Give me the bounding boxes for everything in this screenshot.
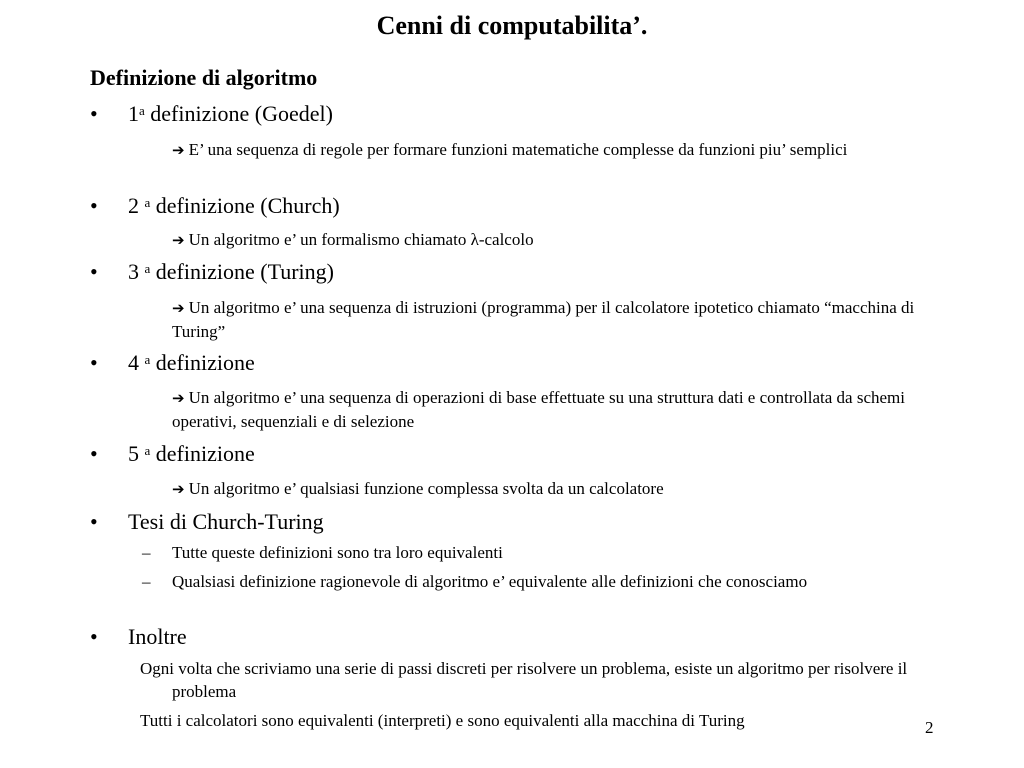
thesis-point-1: – Tutte queste definizioni sono tra loro equivalenti: [142, 543, 503, 562]
definition-number: 2: [128, 193, 145, 218]
right-arrow-icon: ➔: [172, 299, 185, 317]
bullet-marker: •: [90, 441, 98, 466]
definition-ordinal: a: [144, 352, 151, 367]
further-bullet: [90, 623, 187, 651]
definition-3-bullet: [90, 258, 334, 286]
definition-label: definizione: [155, 441, 255, 466]
definition-number: 3: [128, 259, 145, 284]
thesis-label: Tesi di Church-Turing: [128, 509, 324, 534]
definition-3-text: ➔ Un algoritmo e’ una sequenza di istruzioni (programma) per il calcolatore ipotetico chiamato “macchina di Turing”: [172, 298, 915, 341]
right-arrow-icon: ➔: [172, 231, 185, 249]
definition-ordinal: a: [144, 195, 151, 210]
bullet-marker: •: [90, 193, 98, 218]
right-arrow-icon: ➔: [172, 480, 185, 498]
definition-4-bullet: [90, 349, 255, 377]
definition-4-text: ➔ Un algoritmo e’ una sequenza di operazioni di base effettuate su una struttura dati e controllata da schemi operativi, sequenziali e di selezione: [172, 388, 905, 431]
slide-title: Cenni di computabilita’.: [376, 11, 648, 40]
page-number: 2: [925, 718, 934, 737]
dash-marker: –: [142, 572, 151, 591]
definition-5-bullet: [90, 440, 255, 468]
bullet-marker: •: [90, 259, 98, 284]
definition-label: definizione: [155, 350, 255, 375]
definition-number: 5: [128, 441, 145, 466]
bullet-marker: •: [90, 350, 98, 375]
right-arrow-icon: ➔: [172, 141, 185, 159]
bullet-marker: •: [90, 624, 98, 649]
definition-ordinal: a: [144, 261, 151, 276]
definition-ordinal: a: [139, 103, 145, 118]
further-label: Inoltre: [128, 624, 187, 649]
bullet-marker: •: [90, 509, 98, 534]
definition-2-text: ➔ Un algoritmo e’ un formalismo chiamato λ-calcolo: [172, 230, 534, 249]
definition-ordinal: a: [144, 443, 151, 458]
definition-5-text: ➔ Un algoritmo e’ qualsiasi funzione complessa svolta da un calcolatore: [172, 479, 664, 498]
further-note-2: Tutti i calcolatori sono equivalenti (interpreti) e sono equivalenti alla macchina di Turing: [140, 711, 745, 730]
definition-number: 4: [128, 350, 145, 375]
definition-1-text: ➔ E’ una sequenza di regole per formare funzioni matematiche complesse da funzioni piu’ semplici: [172, 140, 848, 159]
definition-label: definizione (Church): [155, 193, 340, 218]
thesis-point-2: – Qualsiasi definizione ragionevole di algoritmo e’ equivalente alle definizioni che conosciamo: [142, 572, 808, 591]
further-note-1: Ogni volta che scriviamo una serie di passi discreti per risolvere un problema, esiste un algoritmo per risolvere il problema: [140, 659, 908, 701]
section-heading: Definizione di algoritmo: [90, 65, 318, 90]
definition-2-bullet: [90, 192, 340, 220]
definition-1-bullet: [90, 100, 333, 128]
bullet-marker: •: [90, 101, 98, 126]
right-arrow-icon: ➔: [172, 389, 185, 407]
thesis-bullet: [90, 508, 324, 536]
definition-label: definizione (Turing): [155, 259, 334, 284]
dash-marker: –: [142, 543, 151, 562]
definition-number: 1: [128, 101, 139, 126]
definition-label: definizione (Goedel): [150, 101, 333, 126]
